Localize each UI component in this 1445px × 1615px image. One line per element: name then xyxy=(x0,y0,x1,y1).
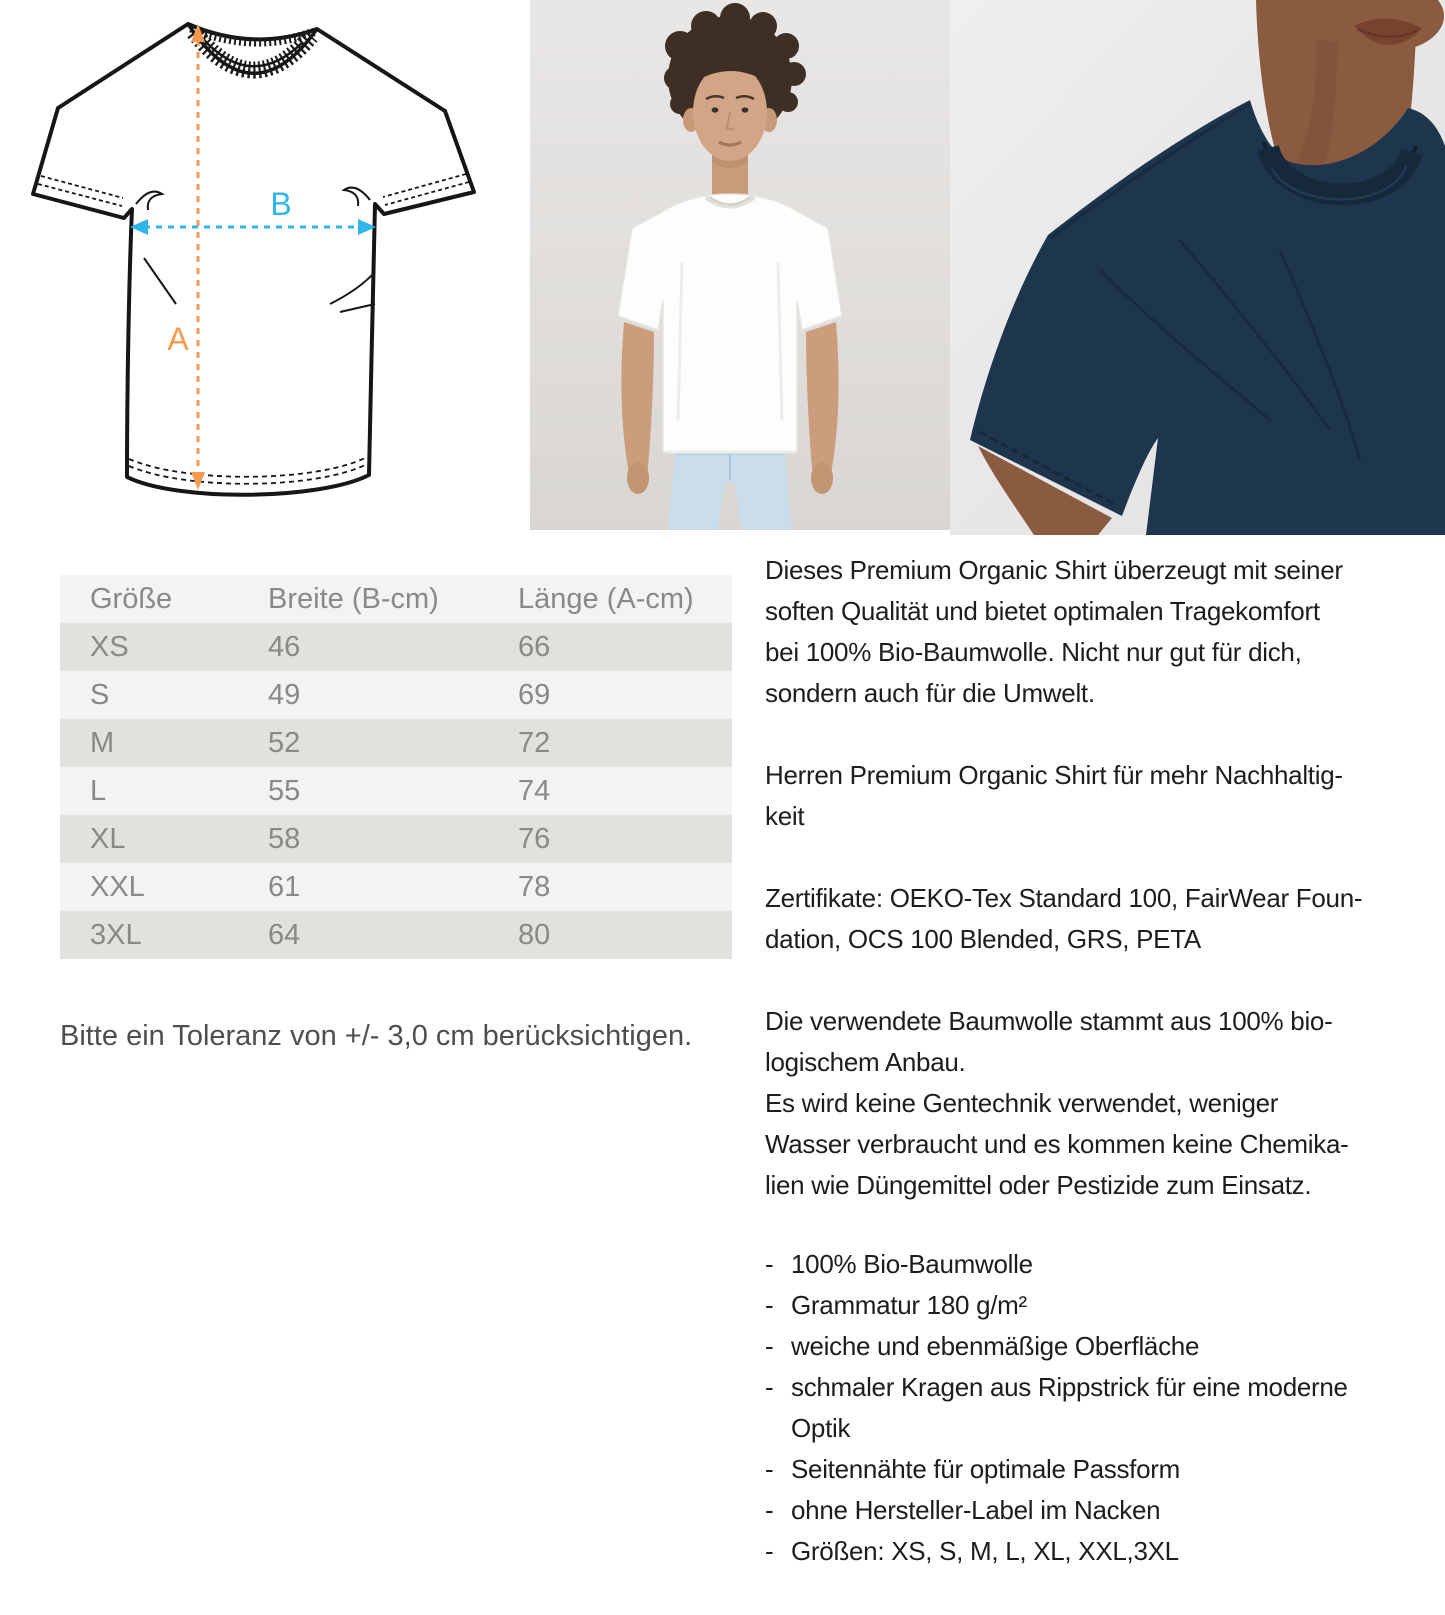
size-table-cell: XL xyxy=(90,822,126,855)
size-table-cell: 74 xyxy=(518,774,551,807)
size-table-row xyxy=(60,911,732,959)
bullet-marker: - xyxy=(765,1454,774,1484)
description-line: Herren Premium Organic Shirt für mehr Nachhaltig- xyxy=(765,760,1343,790)
description-line: Wasser verbraucht und es kommen keine Chemika- xyxy=(765,1129,1349,1159)
description-line: keit xyxy=(765,801,805,831)
size-table-cell: 61 xyxy=(268,870,301,903)
feature-text xyxy=(791,1490,1430,1531)
description-line: bei 100% Bio-Baumwolle. Nicht nur gut für dich, xyxy=(765,637,1302,667)
model-photo-illustration xyxy=(530,0,950,530)
model-photo xyxy=(530,0,950,530)
size-table-row xyxy=(60,623,732,671)
feature-text xyxy=(791,1367,1430,1449)
size-table-cell: 76 xyxy=(518,822,551,855)
size-table-row xyxy=(60,767,732,815)
size-table-cell: 66 xyxy=(518,630,551,663)
size-table-header-cell: Länge (A-cm) xyxy=(518,582,694,615)
bullet-marker: - xyxy=(765,1249,774,1279)
size-table-cell: S xyxy=(90,678,110,711)
size-table-cell: M xyxy=(90,726,115,759)
size-diagram xyxy=(28,8,498,508)
detail-photo-illustration xyxy=(950,0,1445,535)
bullet-marker: - xyxy=(765,1372,774,1402)
feature-line: Größen: XS, S, M, L, XL, XXL,3XL xyxy=(791,1536,1179,1566)
size-table-cell: 3XL xyxy=(90,918,142,951)
model-hand-right xyxy=(811,462,833,494)
model-eye-left xyxy=(712,107,719,112)
feature-item xyxy=(765,1449,1430,1490)
description-line: Es wird keine Gentechnik verwendet, weniger xyxy=(765,1088,1279,1118)
description-paragraph xyxy=(765,550,1430,714)
product-description xyxy=(765,550,1430,1572)
size-table-cell: 58 xyxy=(268,822,301,855)
description-line: soften Qualität und bietet optimalen Tragekomfort xyxy=(765,596,1320,626)
size-table-cell: 72 xyxy=(518,726,551,759)
tolerance-note: Bitte ein Toleranz von +/- 3,0 cm berücksichtigen. xyxy=(60,1020,693,1052)
tshirt-line-drawing xyxy=(28,8,498,508)
bullet-marker: - xyxy=(765,1495,774,1525)
description-line: logischem Anbau. xyxy=(765,1047,966,1077)
feature-item xyxy=(765,1531,1430,1572)
feature-line: schmaler Kragen aus Rippstrick für eine moderne xyxy=(791,1372,1348,1402)
feature-item xyxy=(765,1490,1430,1531)
size-table-cell: L xyxy=(90,774,107,807)
description-paragraph xyxy=(765,755,1430,837)
feature-item xyxy=(765,1326,1430,1367)
size-table-cell: XS xyxy=(90,630,129,663)
size-table-row xyxy=(60,671,732,719)
size-table-header-cell: Größe xyxy=(90,582,173,615)
length-label: A xyxy=(167,321,189,357)
feature-list xyxy=(765,1244,1430,1572)
size-table-header-cell: Breite (B-cm) xyxy=(268,582,439,615)
size-table-cell: 78 xyxy=(518,870,551,903)
model-eye-right xyxy=(742,107,749,112)
feature-item xyxy=(765,1285,1430,1326)
feature-line: 100% Bio-Baumwolle xyxy=(791,1249,1033,1279)
size-table-cell: 52 xyxy=(268,726,301,759)
feature-line: weiche und ebenmäßige Oberfläche xyxy=(791,1331,1200,1361)
size-table-cell: 55 xyxy=(268,774,301,807)
feature-line: Seitennähte für optimale Passform xyxy=(791,1454,1180,1484)
bullet-marker: - xyxy=(765,1536,774,1566)
feature-text xyxy=(791,1449,1430,1490)
size-table xyxy=(60,575,732,959)
model-hand-left xyxy=(627,462,649,494)
description-line: dation, OCS 100 Blended, GRS, PETA xyxy=(765,924,1201,954)
description-line: Die verwendete Baumwolle stammt aus 100% bio- xyxy=(765,1006,1333,1036)
description-line: Zertifikate: OEKO-Tex Standard 100, FairWear Foun- xyxy=(765,883,1363,913)
feature-text xyxy=(791,1531,1430,1572)
size-table-cell: XXL xyxy=(90,870,145,903)
size-table-row xyxy=(60,863,732,911)
bullet-marker: - xyxy=(765,1331,774,1361)
feature-line: Optik xyxy=(791,1413,851,1443)
size-table-cell: 46 xyxy=(268,630,301,663)
feature-line: Grammatur 180 g/m² xyxy=(791,1290,1027,1320)
description-line: Dieses Premium Organic Shirt überzeugt mit seiner xyxy=(765,555,1343,585)
bullet-marker: - xyxy=(765,1290,774,1320)
feature-text xyxy=(791,1244,1430,1285)
tshirt-outline xyxy=(33,24,474,495)
size-table-cell: 64 xyxy=(268,918,301,951)
description-line: lien wie Düngemittel oder Pestizide zum Einsatz. xyxy=(765,1170,1312,1200)
feature-text xyxy=(791,1326,1430,1367)
feature-item xyxy=(765,1367,1430,1449)
description-paragraph xyxy=(765,1001,1430,1206)
size-table-cell: 49 xyxy=(268,678,301,711)
size-table-cell: 80 xyxy=(518,918,551,951)
description-paragraph xyxy=(765,878,1430,960)
size-table-cell: 69 xyxy=(518,678,551,711)
width-label: B xyxy=(270,186,292,222)
size-table-row xyxy=(60,815,732,863)
description-line: sondern auch für die Umwelt. xyxy=(765,678,1095,708)
size-table-row xyxy=(60,719,732,767)
size-table-header-row xyxy=(60,575,732,623)
feature-line: ohne Hersteller-Label im Nacken xyxy=(791,1495,1161,1525)
feature-text xyxy=(791,1285,1430,1326)
feature-item xyxy=(765,1244,1430,1285)
detail-photo xyxy=(950,0,1445,535)
